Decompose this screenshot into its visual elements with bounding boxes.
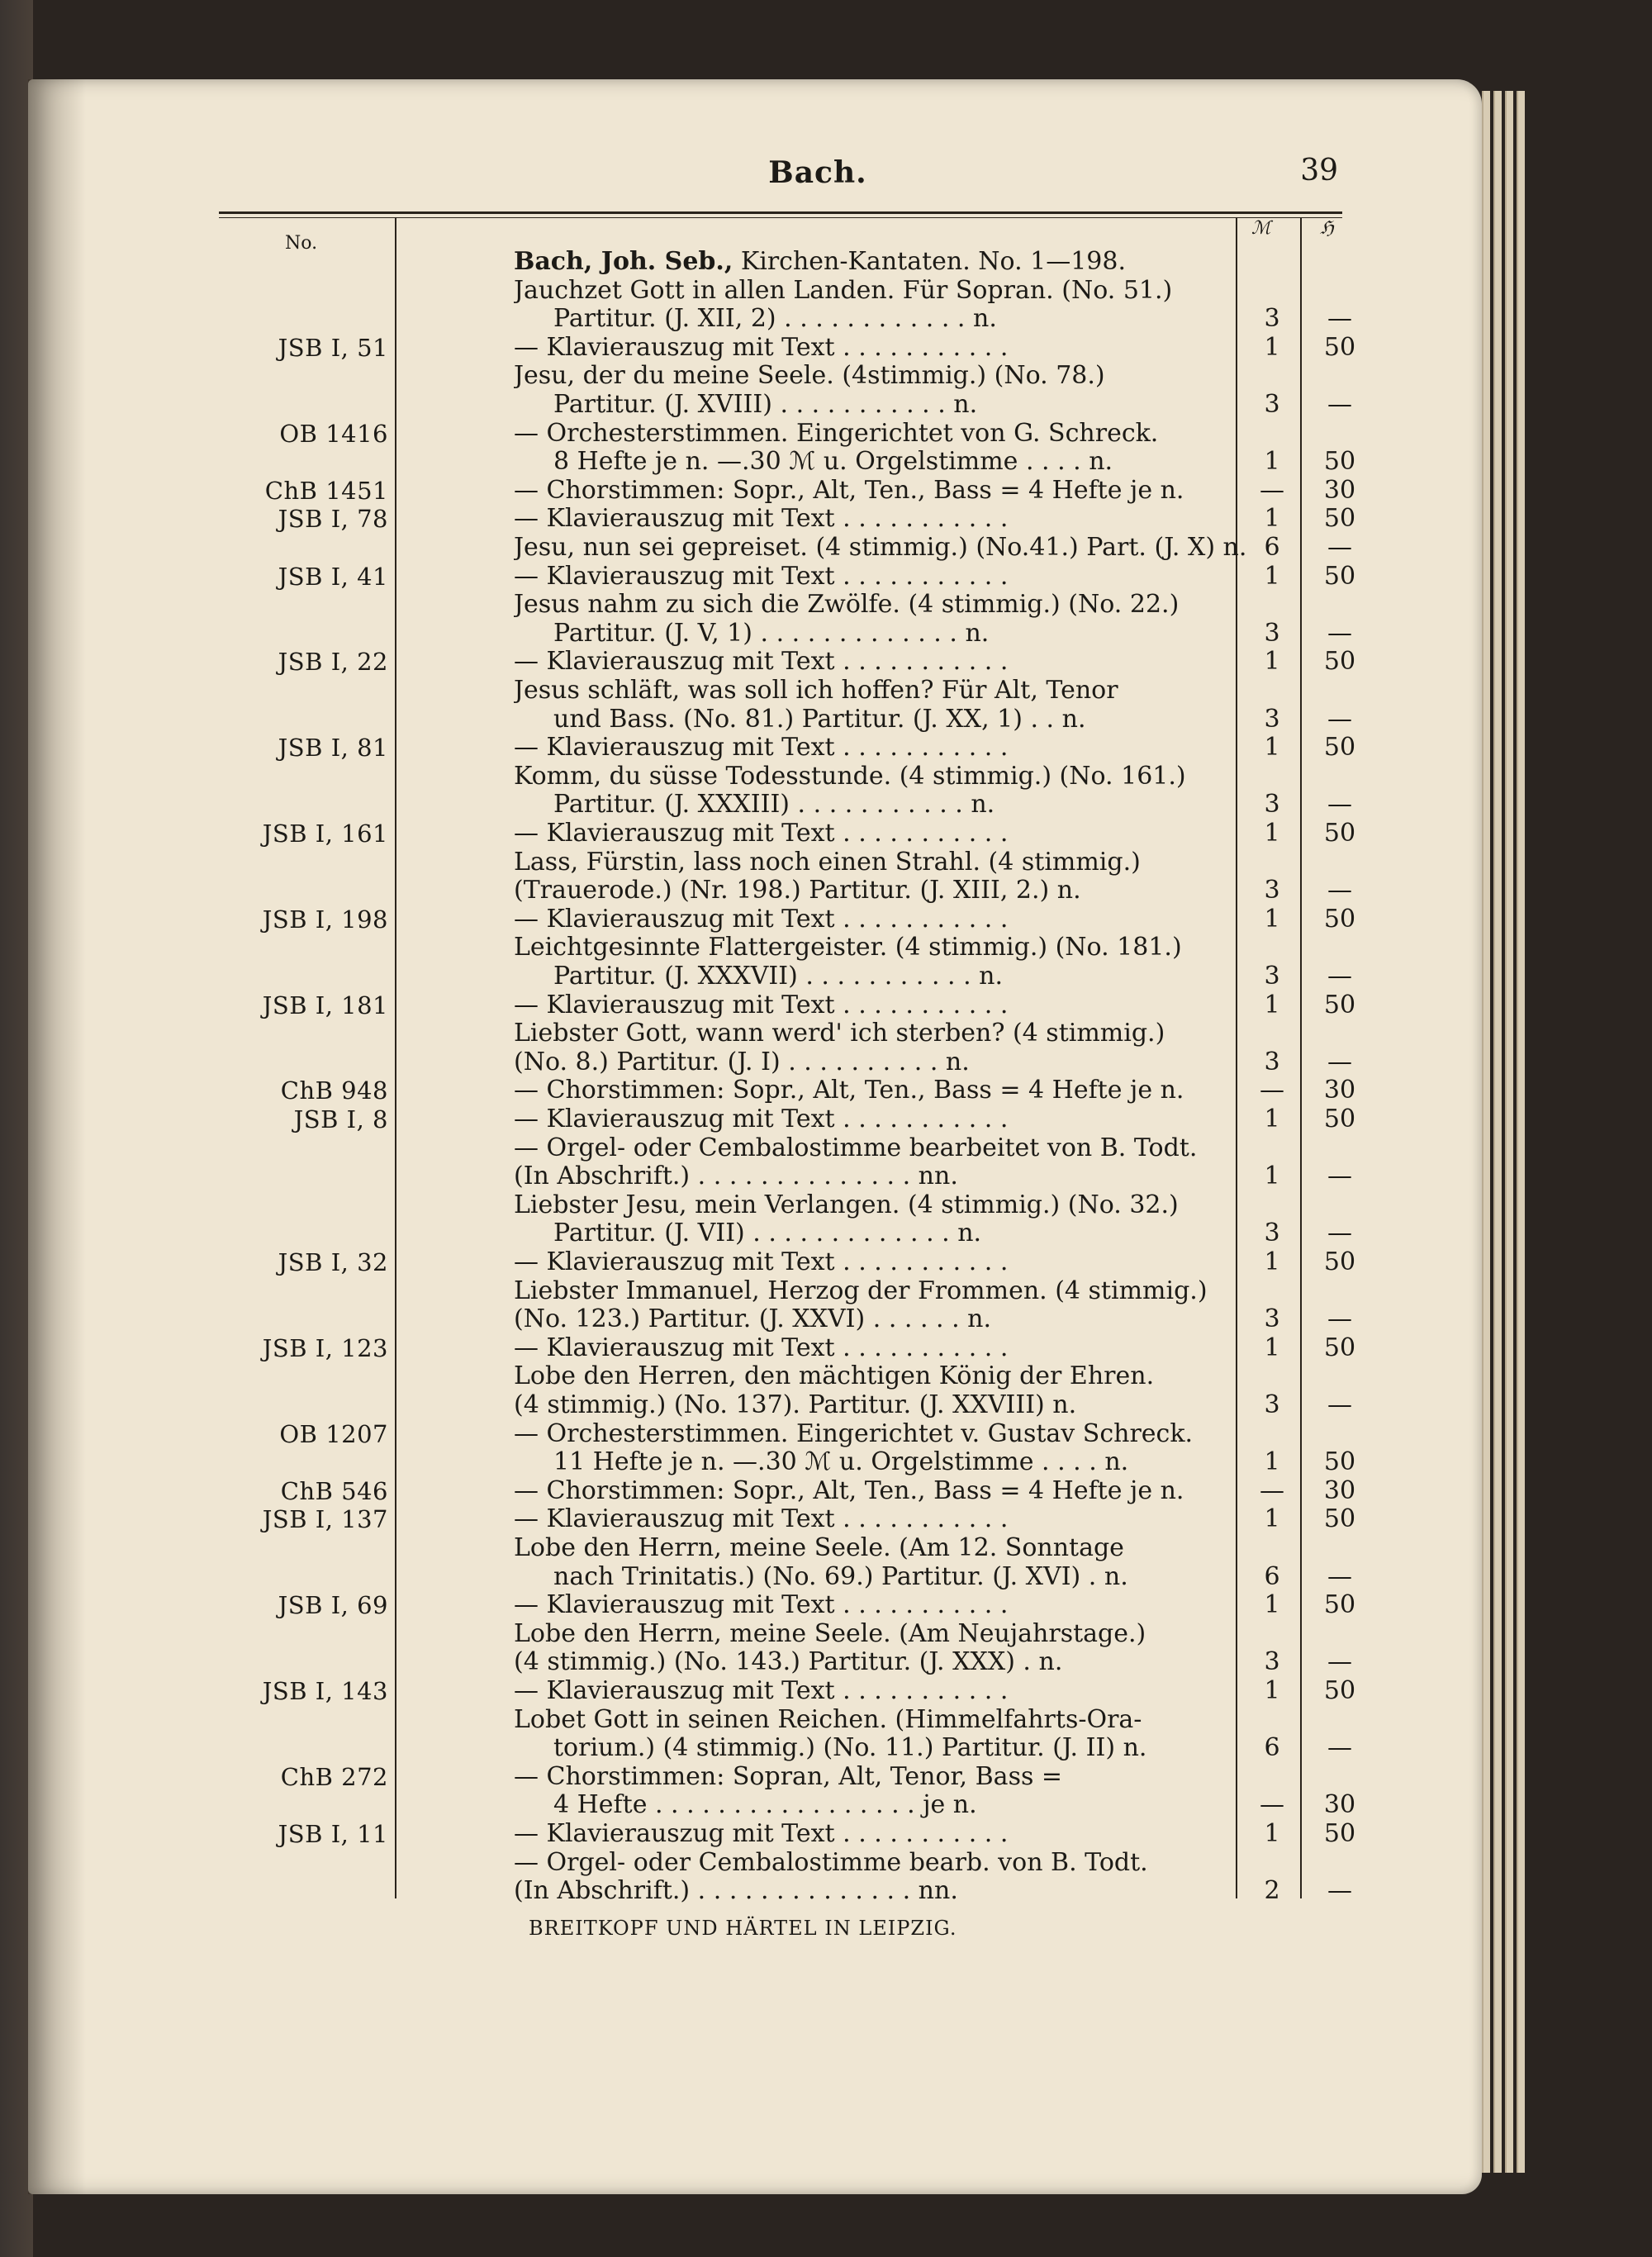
price-mark: 3 [1264, 962, 1280, 991]
catalog-row [198, 248, 1355, 276]
catalog-row [198, 1763, 1355, 1791]
entry-text: und Bass. (No. 81.) Partitur. (J. XX, 1) . . n. [553, 705, 1086, 734]
entry-text: Liebster Gott, wann werd' ich sterben? (4 stimmig.) [514, 1019, 1165, 1048]
entry-text: — Orchesterstimmen. Eingerichtet von G. Schreck. [514, 419, 1159, 448]
price-pfennig: — [1327, 1047, 1352, 1076]
price-mark: 1 [1264, 1504, 1280, 1534]
catalog-row [198, 1191, 1355, 1219]
price-mark: 3 [1264, 1047, 1280, 1076]
catalog-row [198, 991, 1355, 1019]
catalog-row [198, 448, 1355, 476]
page-edge [1493, 91, 1502, 2173]
publisher-footer: BREITKOPF UND HÄRTEL IN LEIPZIG. [529, 1917, 957, 1940]
catalog-number: OB 1416 [279, 419, 388, 448]
price-mark: 1 [1264, 819, 1280, 848]
price-pfennig: — [1327, 962, 1352, 991]
price-pfennig: 50 [1323, 819, 1356, 848]
price-mark: 1 [1264, 1333, 1280, 1362]
page-edge [1505, 91, 1513, 2173]
entry-text: Partitur. (J. XXXVII) . . . . . . . . . . . n. [553, 962, 1004, 991]
catalog-number: JSB I, 51 [278, 333, 388, 362]
entry-text: — Klavierauszug mit Text . . . . . . . . . . . [514, 505, 1009, 534]
entry-text: — Chorstimmen: Sopran, Alt, Tenor, Bass = [514, 1762, 1063, 1791]
catalog-row [198, 277, 1355, 305]
page-number: 39 [1300, 154, 1338, 188]
catalog-row [198, 563, 1355, 591]
catalog-row [198, 1791, 1355, 1819]
entry-text: — Klavierauszug mit Text . . . . . . . . . . . [514, 1591, 1009, 1620]
entry-text: Jauchzet Gott in allen Landen. Für Sopran. (No. 51.) [514, 276, 1173, 305]
price-pfennig: — [1327, 1647, 1352, 1677]
catalog-row [198, 1505, 1355, 1533]
catalog-number: JSB I, 11 [278, 1820, 388, 1848]
entry-text: 11 Hefte je n. —.30 ℳ u. Orgelstimme . . . . n. [553, 1448, 1129, 1477]
entry-text: — Klavierauszug mit Text . . . . . . . . . . . [514, 648, 1009, 677]
entry-text: nach Trinitatis.) (No. 69.) Partitur. (J. XVI) . n. [553, 1562, 1128, 1591]
entry-text: (In Abschrift.) . . . . . . . . . . . . . . nn. [514, 1162, 958, 1191]
entry-text: Leichtgesinnte Flattergeister. (4 stimmig.) (No. 181.) [514, 934, 1182, 962]
price-mark: 3 [1264, 790, 1280, 820]
price-pfennig: — [1327, 390, 1352, 419]
catalog-row [198, 534, 1355, 562]
column-header-pf: ℌ [1320, 218, 1334, 239]
catalog-row [198, 763, 1355, 791]
catalog-row [198, 1391, 1355, 1419]
price-pfennig: 30 [1323, 475, 1356, 505]
price-mark: 1 [1264, 447, 1280, 477]
price-mark: 1 [1264, 1247, 1280, 1276]
entry-text: (No. 8.) Partitur. (J. I) . . . . . . . . . . n. [514, 1048, 970, 1076]
catalog-row [198, 1591, 1355, 1619]
price-pfennig: — [1327, 1219, 1352, 1248]
price-pfennig: 50 [1323, 990, 1356, 1019]
catalog-number: JSB I, 81 [278, 734, 388, 763]
price-mark: 1 [1264, 332, 1280, 362]
catalog-row [198, 477, 1355, 505]
price-mark: 1 [1264, 1105, 1280, 1133]
price-mark: 1 [1264, 1590, 1280, 1620]
price-pfennig: — [1327, 1876, 1352, 1906]
catalog-row [198, 1219, 1355, 1247]
price-mark: — [1260, 1475, 1284, 1505]
catalog-row [198, 1877, 1355, 1905]
price-mark: 3 [1264, 704, 1280, 734]
price-mark: 1 [1264, 733, 1280, 763]
entry-text: (4 stimmig.) (No. 137). Partitur. (J. XXVIII) n. [514, 1391, 1077, 1419]
catalog-number: JSB I, 198 [262, 905, 388, 934]
price-mark: 3 [1264, 1390, 1280, 1419]
column-header-no: No. [285, 233, 318, 254]
price-mark: 3 [1264, 390, 1280, 419]
catalog-row [198, 1620, 1355, 1648]
entry-text: — Klavierauszug mit Text . . . . . . . . . . . [514, 1677, 1009, 1705]
entry-text: Jesus schläft, was soll ich hoffen? Für Alt, Tenor [514, 677, 1118, 705]
price-mark: 6 [1264, 1561, 1280, 1591]
catalog-row [198, 905, 1355, 934]
catalog-row [198, 1734, 1355, 1762]
entry-text: Partitur. (J. XVIII) . . . . . . . . . . . n. [553, 391, 978, 419]
catalog-row [198, 391, 1355, 419]
price-mark: — [1260, 1790, 1284, 1820]
entry-text: — Klavierauszug mit Text . . . . . . . . . . . [514, 991, 1009, 1019]
page-edge [1482, 91, 1490, 2173]
price-pfennig: 50 [1323, 647, 1356, 677]
page-header-title: Bach. [768, 155, 867, 190]
catalog-row [198, 1534, 1355, 1562]
price-mark: 6 [1264, 1733, 1280, 1763]
price-pfennig: 50 [1323, 332, 1356, 362]
price-mark: — [1260, 475, 1284, 505]
price-mark: 1 [1264, 1819, 1280, 1848]
catalog-row [198, 1076, 1355, 1105]
price-mark: 1 [1264, 504, 1280, 534]
catalog-row [198, 706, 1355, 734]
price-pfennig: 50 [1323, 904, 1356, 934]
entry-text: — Orgel- oder Cembalostimme bearb. von B. Todt. [514, 1848, 1148, 1877]
catalog-row [198, 591, 1355, 619]
entry-text: — Klavierauszug mit Text . . . . . . . . . . . [514, 333, 1009, 362]
catalog-row [198, 1420, 1355, 1448]
price-mark: 1 [1264, 1676, 1280, 1705]
entry-text: — Orgel- oder Cembalostimme bearbeitet von B. Todt. [514, 1133, 1198, 1162]
header-rule-thin [219, 217, 1342, 218]
catalog-number: ChB 272 [280, 1762, 388, 1791]
price-mark: — [1260, 1076, 1284, 1105]
price-pfennig: — [1327, 1561, 1352, 1591]
catalog-number: ChB 1451 [264, 476, 388, 505]
page-gutter [28, 79, 86, 2194]
catalog-number: JSB I, 22 [278, 648, 388, 677]
catalog-row [198, 305, 1355, 333]
price-pfennig: — [1327, 876, 1352, 905]
entry-text: — Klavierauszug mit Text . . . . . . . . . . . [514, 1820, 1009, 1848]
price-mark: 6 [1264, 533, 1280, 562]
entry-text: Lobet Gott in seinen Reichen. (Himmelfahrts-Ora- [514, 1705, 1142, 1734]
price-pfennig: 50 [1323, 1819, 1356, 1848]
catalog-row [198, 1563, 1355, 1591]
catalog-row [198, 934, 1355, 962]
entry-text: 8 Hefte je n. —.30 ℳ u. Orgelstimme . . . . n. [553, 448, 1113, 477]
catalog-number: JSB I, 78 [278, 505, 388, 534]
price-pfennig: 50 [1323, 1105, 1356, 1133]
catalog-number: JSB I, 41 [278, 562, 388, 591]
entry-text: Partitur. (J. VII) . . . . . . . . . . . . . n. [553, 1219, 982, 1248]
page-edge [1517, 91, 1525, 2173]
entry-text: — Klavierauszug mit Text . . . . . . . . . . . [514, 1248, 1009, 1276]
price-mark: 3 [1264, 1219, 1280, 1248]
price-mark: 1 [1264, 647, 1280, 677]
catalog-row [198, 1849, 1355, 1877]
entry-text: (4 stimmig.) (No. 143.) Partitur. (J. XXX) . n. [514, 1648, 1063, 1677]
catalog-number: JSB I, 69 [278, 1591, 388, 1620]
catalog-row [198, 734, 1355, 762]
catalog-row [198, 1019, 1355, 1048]
price-pfennig: 50 [1323, 447, 1356, 477]
price-pfennig: 50 [1323, 1447, 1356, 1477]
price-pfennig: — [1327, 618, 1352, 648]
catalog-row [198, 1105, 1355, 1133]
catalog-row [198, 1362, 1355, 1390]
price-pfennig: — [1327, 790, 1352, 820]
entry-text: 4 Hefte . . . . . . . . . . . . . . . . . je n. [553, 1791, 977, 1820]
catalog-row [198, 1334, 1355, 1362]
catalog-number: JSB I, 143 [262, 1677, 388, 1705]
price-pfennig: 50 [1323, 504, 1356, 534]
price-pfennig: — [1327, 1304, 1352, 1334]
catalog-row [198, 1677, 1355, 1705]
price-pfennig: — [1327, 1733, 1352, 1763]
price-pfennig: 50 [1323, 561, 1356, 591]
entry-text: (No. 123.) Partitur. (J. XXVI) . . . . . . n. [514, 1305, 992, 1334]
catalog-number: JSB I, 32 [278, 1248, 388, 1276]
entry-text: — Chorstimmen: Sopr., Alt, Ten., Bass = 4 Hefte je n. [514, 1076, 1184, 1105]
price-mark: 1 [1264, 904, 1280, 934]
entry-text: Partitur. (J. XXXIII) . . . . . . . . . . . n. [553, 791, 995, 820]
price-pfennig: — [1327, 533, 1352, 562]
entry-text: Lobe den Herrn, meine Seele. (Am 12. Sonntage [514, 1534, 1124, 1562]
price-mark: 1 [1264, 1447, 1280, 1477]
catalog-row [198, 1648, 1355, 1676]
catalog-row [198, 420, 1355, 448]
entry-text: Jesu, nun sei gepreiset. (4 stimmig.) (No.41.) Part. (J. X) n. [514, 534, 1247, 562]
entry-text: Lobe den Herren, den mächtigen König der Ehren. [514, 1362, 1155, 1391]
entry-text: Partitur. (J. V, 1) . . . . . . . . . . . . . n. [553, 619, 990, 648]
price-pfennig: 50 [1323, 1504, 1356, 1534]
entry-text: torium.) (4 stimmig.) (No. 11.) Partitur. (J. II) n. [553, 1734, 1147, 1763]
price-pfennig: 50 [1323, 1333, 1356, 1362]
catalog-row [198, 1048, 1355, 1076]
entry-text: — Klavierauszug mit Text . . . . . . . . . . . [514, 1505, 1009, 1534]
header-rule [219, 211, 1342, 214]
catalog-row [198, 1162, 1355, 1190]
entry-text: — Klavierauszug mit Text . . . . . . . . . . . [514, 1105, 1009, 1133]
catalog-row [198, 1248, 1355, 1276]
entry-text: (In Abschrift.) . . . . . . . . . . . . . . nn. [514, 1877, 958, 1906]
catalog-row [198, 1305, 1355, 1333]
catalog-number: OB 1207 [279, 1419, 388, 1448]
price-pfennig: 50 [1323, 733, 1356, 763]
price-mark: 3 [1264, 618, 1280, 648]
catalog-row [198, 877, 1355, 905]
entry-text: Partitur. (J. XII, 2) . . . . . . . . . . . . n. [553, 305, 997, 334]
catalog-number: ChB 948 [280, 1076, 388, 1105]
catalog-row [198, 1820, 1355, 1848]
entry-text: Lobe den Herrn, meine Seele. (Am Neujahrstage.) [514, 1619, 1146, 1648]
catalog-number: JSB I, 8 [293, 1105, 388, 1133]
entry-text: Liebster Jesu, mein Verlangen. (4 stimmig.) (No. 32.) [514, 1190, 1179, 1219]
price-mark: 3 [1264, 1647, 1280, 1677]
catalog-row [198, 1134, 1355, 1162]
price-pfennig: — [1327, 704, 1352, 734]
entry-text: Jesu, der du meine Seele. (4stimmig.) (No. 78.) [514, 362, 1105, 391]
price-pfennig: 30 [1323, 1790, 1356, 1820]
entry-text: — Klavierauszug mit Text . . . . . . . . . . . [514, 820, 1009, 848]
price-pfennig: — [1327, 1390, 1352, 1419]
entry-text: Jesus nahm zu sich die Zwölfe. (4 stimmig.) (No. 22.) [514, 591, 1180, 620]
price-mark: 1 [1264, 561, 1280, 591]
catalog-row [198, 962, 1355, 991]
catalog-row [198, 1448, 1355, 1476]
price-mark: 3 [1264, 304, 1280, 334]
price-mark: 3 [1264, 876, 1280, 905]
entry-text: (Trauerode.) (Nr. 198.) Partitur. (J. XIII, 2.) n. [514, 877, 1081, 905]
entry-text: — Klavierauszug mit Text . . . . . . . . . . . [514, 562, 1009, 591]
price-pfennig: 30 [1323, 1076, 1356, 1105]
price-pfennig: — [1327, 1162, 1352, 1191]
entry-text: Lass, Fürstin, lass noch einen Strahl. (4 stimmig.) [514, 848, 1141, 877]
entry-text: Bach, Joh. Seb., Kirchen-Kantaten. No. 1—198. [514, 248, 1127, 276]
catalog-row [198, 848, 1355, 877]
catalog-row [198, 620, 1355, 648]
catalog-number: JSB I, 123 [262, 1333, 388, 1362]
entry-text: — Klavierauszug mit Text . . . . . . . . . . . [514, 1333, 1009, 1362]
catalog-row [198, 1706, 1355, 1734]
catalog-row [198, 1277, 1355, 1305]
catalog-number: JSB I, 181 [262, 991, 388, 1019]
catalog-number: JSB I, 161 [262, 820, 388, 848]
price-pfennig: 50 [1323, 1247, 1356, 1276]
catalog-row [198, 791, 1355, 819]
price-pfennig: 30 [1323, 1475, 1356, 1505]
price-mark: 1 [1264, 1162, 1280, 1191]
entry-text: Liebster Immanuel, Herzog der Frommen. (4 stimmig.) [514, 1276, 1208, 1305]
catalog-row [198, 648, 1355, 676]
catalog-number: JSB I, 137 [262, 1505, 388, 1534]
entry-text: Komm, du süsse Todesstunde. (4 stimmig.) (No. 161.) [514, 762, 1186, 791]
price-pfennig: 50 [1323, 1590, 1356, 1620]
entry-text: — Klavierauszug mit Text . . . . . . . . . . . [514, 905, 1009, 934]
price-mark: 2 [1264, 1876, 1280, 1906]
price-pfennig: 50 [1323, 1676, 1356, 1705]
catalog-row [198, 820, 1355, 848]
entry-text: — Chorstimmen: Sopr., Alt, Ten., Bass = 4 Hefte je n. [514, 1476, 1184, 1505]
catalog-number: ChB 546 [280, 1476, 388, 1505]
catalog-row [198, 505, 1355, 533]
entry-text: — Chorstimmen: Sopr., Alt, Ten., Bass = 4 Hefte je n. [514, 476, 1184, 505]
catalog-row [198, 1477, 1355, 1505]
catalog-row [198, 334, 1355, 362]
price-pfennig: — [1327, 304, 1352, 334]
price-mark: 3 [1264, 1304, 1280, 1334]
entry-text: — Klavierauszug mit Text . . . . . . . . . . . [514, 734, 1009, 763]
price-mark: 1 [1264, 990, 1280, 1019]
column-header-mark: ℳ [1251, 218, 1271, 239]
catalog-row [198, 677, 1355, 705]
catalog-row [198, 362, 1355, 390]
entry-text: — Orchesterstimmen. Eingerichtet v. Gustav Schreck. [514, 1419, 1194, 1448]
